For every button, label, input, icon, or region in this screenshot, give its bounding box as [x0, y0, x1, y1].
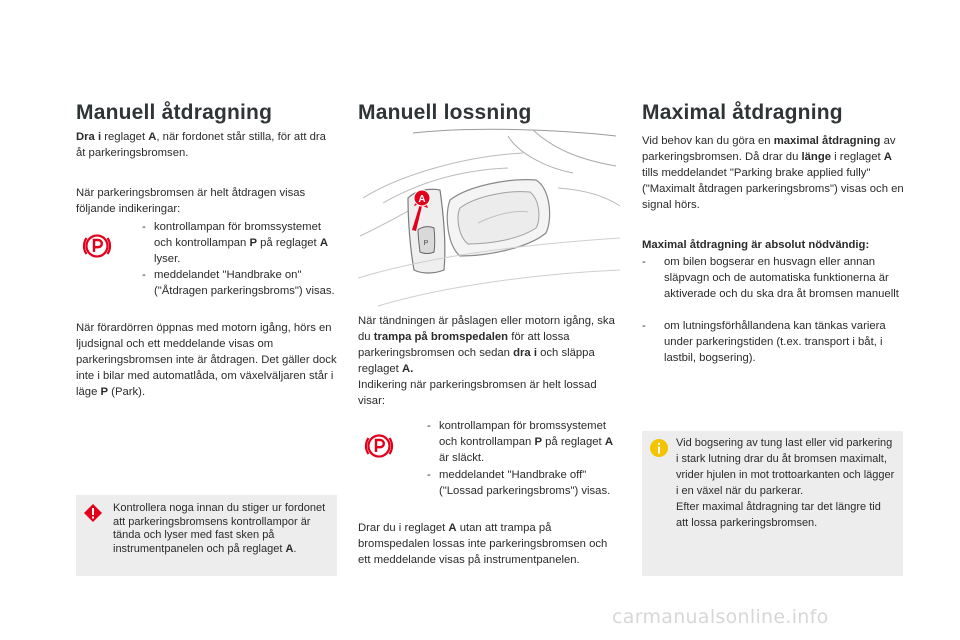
- info-note: [642, 431, 903, 576]
- list-item: - kontrollampan för bromssystemet och kontrollampan P på reglaget A lyser.: [142, 221, 328, 265]
- list-item: - om lutningsförhållandena kan tänkas variera under parkeringstiden (t.ex. transport i båt, i lastbil, bogsering).: [642, 320, 886, 364]
- footer-watermark: carmanualsonline.info: [612, 606, 829, 628]
- list-item: - meddelandet "Handbrake on" ("Åtdragen parkeringsbroms") visas.: [142, 269, 335, 297]
- paragraph-door-open-warning: När förardörren öppnas med motorn igång, hörs en ljudsignal och ett meddelande visas om parkeringsbromsen inte är åtdragen. Det gäller dock inte i bilar med automatlåda, om växelväljaren står i läge P (Park).: [76, 322, 337, 398]
- paragraph-manual-apply-intro: Dra i reglaget A, när fordonet står stilla, för att dra åt parkeringsbromsen.: [76, 131, 326, 159]
- paragraph-maximum-required: Maximal åtdragning är absolut nödvändig:: [642, 239, 870, 251]
- paragraph-indications-apply: När parkeringsbromsen är helt åtdragen visas följande indikeringar:: [76, 187, 306, 215]
- svg-text:P: P: [423, 240, 429, 247]
- list-item: - om bilen bogserar en husvagn eller annan släpvagn och de automatiska funktionerna är aktiverade och du ska dra åt bromsen manuellt: [642, 256, 899, 300]
- parking-brake-control-illustration: [358, 128, 620, 308]
- paragraph-manual-release: När tändningen är påslagen eller motorn igång, ska du trampa på bromspedalen för att lossa parkeringsbromsen och sedan dra i och släppa reglaget A. Indikering när parkeringsbromsen är helt lossad visar:: [358, 315, 615, 407]
- section-title-manual-apply: Manuell åtdragning: [76, 101, 273, 124]
- paragraph-release-without-pedal: Drar du i reglaget A utan att trampa på bromspedalen lossas inte parkeringsbromsen och ett meddelande visas på instrumentpanelen.: [358, 522, 608, 566]
- warning-note-text: Kontrollera noga innan du stiger ur fordonet att parkeringsbromsens kontrollampor är tända och lyser med fast sken på instrumentpanelen och på reglaget A.: [113, 502, 326, 555]
- warning-note: [76, 495, 337, 576]
- list-item: - meddelandet "Handbrake off" ("Lossad parkeringsbroms") visas.: [427, 469, 611, 497]
- section-title-maximum-apply: Maximal åtdragning: [642, 101, 843, 124]
- info-icon: [650, 439, 668, 457]
- warning-icon: [83, 503, 103, 523]
- figure-label-a: A: [418, 194, 426, 205]
- paragraph-maximum-apply: Vid behov kan du göra en maximal åtdragning av parkeringsbromsen. Då drar du länge i reglaget A tills meddelandet "Parking brake applied fully" ("Maximalt åtdragen parkeringsbroms") visas och en signal hörs.: [642, 135, 904, 211]
- info-note-text: Vid bogsering av tung last eller vid parkering i stark lutning drar du åt bromsen maximalt, vrider hjulen in mot trottoarkanten och lägger i en växel när du parkerar. Efter maximal åtdragning tar det längre tid att lossa parkeringsbromsen.: [676, 437, 895, 529]
- parking-brake-warning-icon: [80, 229, 114, 263]
- parking-brake-warning-icon: [362, 429, 396, 463]
- section-title-manual-release: Manuell lossning: [358, 101, 532, 124]
- list-item: - kontrollampan för bromssystemet och kontrollampan P på reglaget A är släckt.: [427, 420, 613, 464]
